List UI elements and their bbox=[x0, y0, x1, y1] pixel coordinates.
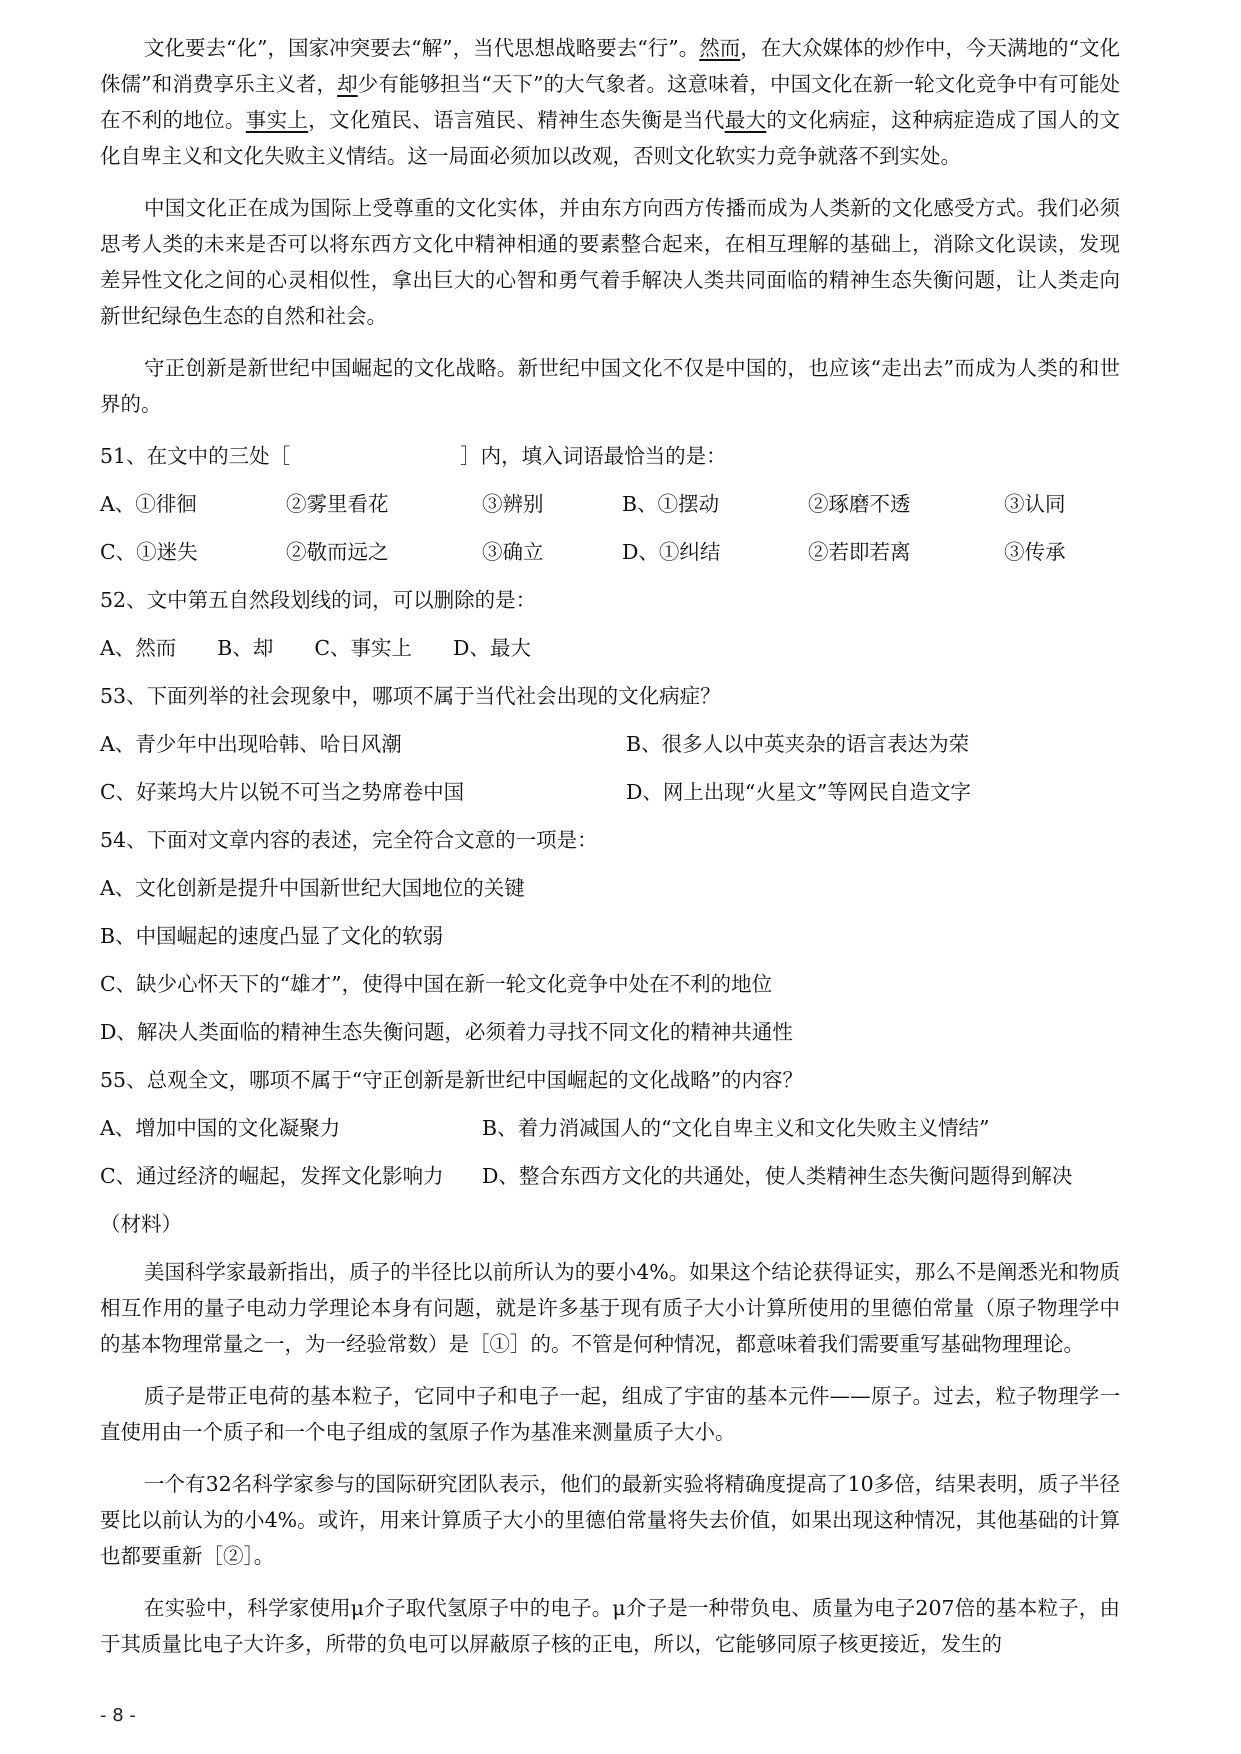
q54-option-d: D、解决人类面临的精神生态失衡问题，必须着力寻找不同文化的精神共通性 bbox=[100, 1020, 793, 1044]
q51-option-a2: ②雾里看花 bbox=[286, 492, 389, 516]
q51-option-c1: C、①迷失 bbox=[100, 540, 198, 564]
question-53-options-row-1 bbox=[100, 726, 1120, 762]
document-page bbox=[100, 30, 1120, 1678]
q51-option-d1: D、①纠结 bbox=[622, 540, 721, 564]
question-52-stem: 52、文中第五自然段划线的词，可以删除的是： bbox=[100, 588, 537, 612]
question-53-options-row-2 bbox=[100, 774, 1120, 810]
q55-option-b: B、着力消减国人的“文化自卑主义和文化失败主义情结” bbox=[482, 1116, 990, 1140]
text-run: ，文化殖民、语言殖民、精神生态失衡是当代 bbox=[308, 108, 725, 132]
q53-option-b: B、很多人以中英夹杂的语言表达为荣 bbox=[626, 732, 970, 756]
question-51-stem bbox=[100, 438, 1120, 474]
text-run: 文化要去“化”，国家冲突要去“解”，当代思想战略要去“行”。 bbox=[144, 36, 700, 60]
q51-option-c3: ③确立 bbox=[482, 540, 544, 564]
question-52-options: A、然而 B、却 C、事实上 D、最大 bbox=[100, 636, 531, 660]
q51-option-b3: ③认同 bbox=[1004, 492, 1066, 516]
question-55-options-row-1 bbox=[100, 1110, 1120, 1146]
q51-option-b1: B、①摆动 bbox=[622, 492, 720, 516]
q53-option-a: A、青少年中出现哈韩、哈日风潮 bbox=[100, 732, 402, 756]
paragraph-proton-4: 在实验中，科学家使用μ介子取代氢原子中的电子。μ介子是一种带负电、质量为电子207倍的基本粒子，由于其质量比电子大许多，所带的负电可以屏蔽原子核的正电，所以，它能够同原子核更接近，发生的 bbox=[100, 1596, 1120, 1656]
q55-option-a: A、增加中国的文化凝聚力 bbox=[100, 1116, 341, 1140]
underlined-word-ranér: 然而 bbox=[699, 36, 741, 60]
q51-stem-right: ］内，填入词语最恰当的是： bbox=[460, 444, 727, 468]
page-number: - 8 - bbox=[100, 1705, 136, 1726]
text-run: ，在大众媒体的炒作中，今天满地的“文化侏儒”和消费享乐主义者， bbox=[100, 36, 1121, 96]
paragraph-culture-1 bbox=[100, 30, 1120, 174]
underlined-word-zuida: 最大 bbox=[724, 108, 767, 132]
text-run: 的文化病症，这种病症造成了国人的文化自卑主义和文化失败主义情结。这一局面必须加以改观，否则文化软实力竞争就落不到实处。 bbox=[100, 108, 1121, 168]
q51-option-d3: ③传承 bbox=[1004, 540, 1066, 564]
q55-option-d: D、整合东西方文化的共通处，使人类精神生态失衡问题得到解决 bbox=[482, 1164, 1073, 1188]
question-51-options-row-1 bbox=[100, 486, 1120, 522]
underlined-word-que: 却 bbox=[337, 72, 358, 96]
material-label: （材料） bbox=[100, 1212, 182, 1236]
question-54-stem: 54、下面对文章内容的表述，完全符合文意的一项是： bbox=[100, 828, 598, 852]
q55-option-c: C、通过经济的崛起，发挥文化影响力 bbox=[100, 1164, 444, 1188]
question-51-options-row-2 bbox=[100, 534, 1120, 570]
q51-option-d2: ②若即若离 bbox=[808, 540, 911, 564]
q51-stem-left: 51、在文中的三处［ bbox=[100, 444, 291, 468]
paragraph-proton-2: 质子是带正电荷的基本粒子，它同中子和电子一起，组成了宇宙的基本元件——原子。过去，粒子物理学一直使用由一个质子和一个电子组成的氢原子作为基准来测量质子大小。 bbox=[100, 1384, 1120, 1444]
question-55-options-row-2 bbox=[100, 1158, 1120, 1194]
q51-option-c2: ②敬而远之 bbox=[286, 540, 389, 564]
paragraph-culture-3: 守正创新是新世纪中国崛起的文化战略。新世纪中国文化不仅是中国的，也应该“走出去”而成为人类的和世界的。 bbox=[100, 356, 1120, 416]
paragraph-proton-1: 美国科学家最新指出，质子的半径比以前所认为的要小4%。如果这个结论获得证实，那么不是阐悉光和物质相互作用的量子电动力学理论本身有问题，就是许多基于现有质子大小计算所使用的里德伯常量（原子物理学中的基本物理常量之一，为一经验常数）是［①］的。不管是何种情况，都意味着我们需要重写基础物理理论。 bbox=[100, 1260, 1120, 1356]
q53-option-d: D、网上出现“火星文”等网民自造文字 bbox=[626, 780, 971, 804]
q53-option-c: C、好莱坞大片以锐不可当之势席卷中国 bbox=[100, 780, 465, 804]
q51-option-a3: ③辨别 bbox=[482, 492, 544, 516]
q54-option-a: A、文化创新是提升中国新世纪大国地位的关键 bbox=[100, 876, 525, 900]
paragraph-proton-3: 一个有32名科学家参与的国际研究团队表示，他们的最新实验将精确度提高了10多倍，结果表明，质子半径要比以前认为的小4%。或许，用来计算质子大小的里德伯常量将失去价值，如果出现这种情况，其他基础的计算也都要重新［②］。 bbox=[100, 1472, 1120, 1568]
paragraph-culture-2: 中国文化正在成为国际上受尊重的文化实体，并由东方向西方传播而成为人类新的文化感受方式。我们必须思考人类的未来是否可以将东西方文化中精神相通的要素整合起来，在相互理解的基础上，消除文化误读，发现差异性文化之间的心灵相似性，拿出巨大的心智和勇气着手解决人类共同面临的精神生态失衡问题，让人类走向新世纪绿色生态的自然和社会。 bbox=[100, 196, 1120, 328]
q54-option-c: C、缺少心怀天下的“雄才”，使得中国在新一轮文化竞争中处在不利的地位 bbox=[100, 972, 773, 996]
underlined-word-shishishang: 事实上 bbox=[245, 108, 309, 132]
q51-option-b2: ②琢磨不透 bbox=[808, 492, 911, 516]
question-55-stem: 55、总观全文，哪项不属于“守正创新是新世纪中国崛起的文化战略”的内容？ bbox=[100, 1068, 804, 1092]
q51-option-a1: A、①徘徊 bbox=[100, 492, 197, 516]
q54-option-b: B、中国崛起的速度凸显了文化的软弱 bbox=[100, 924, 444, 948]
question-53-stem: 53、下面列举的社会现象中，哪项不属于当代社会出现的文化病症？ bbox=[100, 684, 721, 708]
text-run: 少有能够担当“天下”的大气象者。这意味着，中国文化在新一轮文化竞争中有可能处在不利的地位。 bbox=[100, 72, 1120, 132]
